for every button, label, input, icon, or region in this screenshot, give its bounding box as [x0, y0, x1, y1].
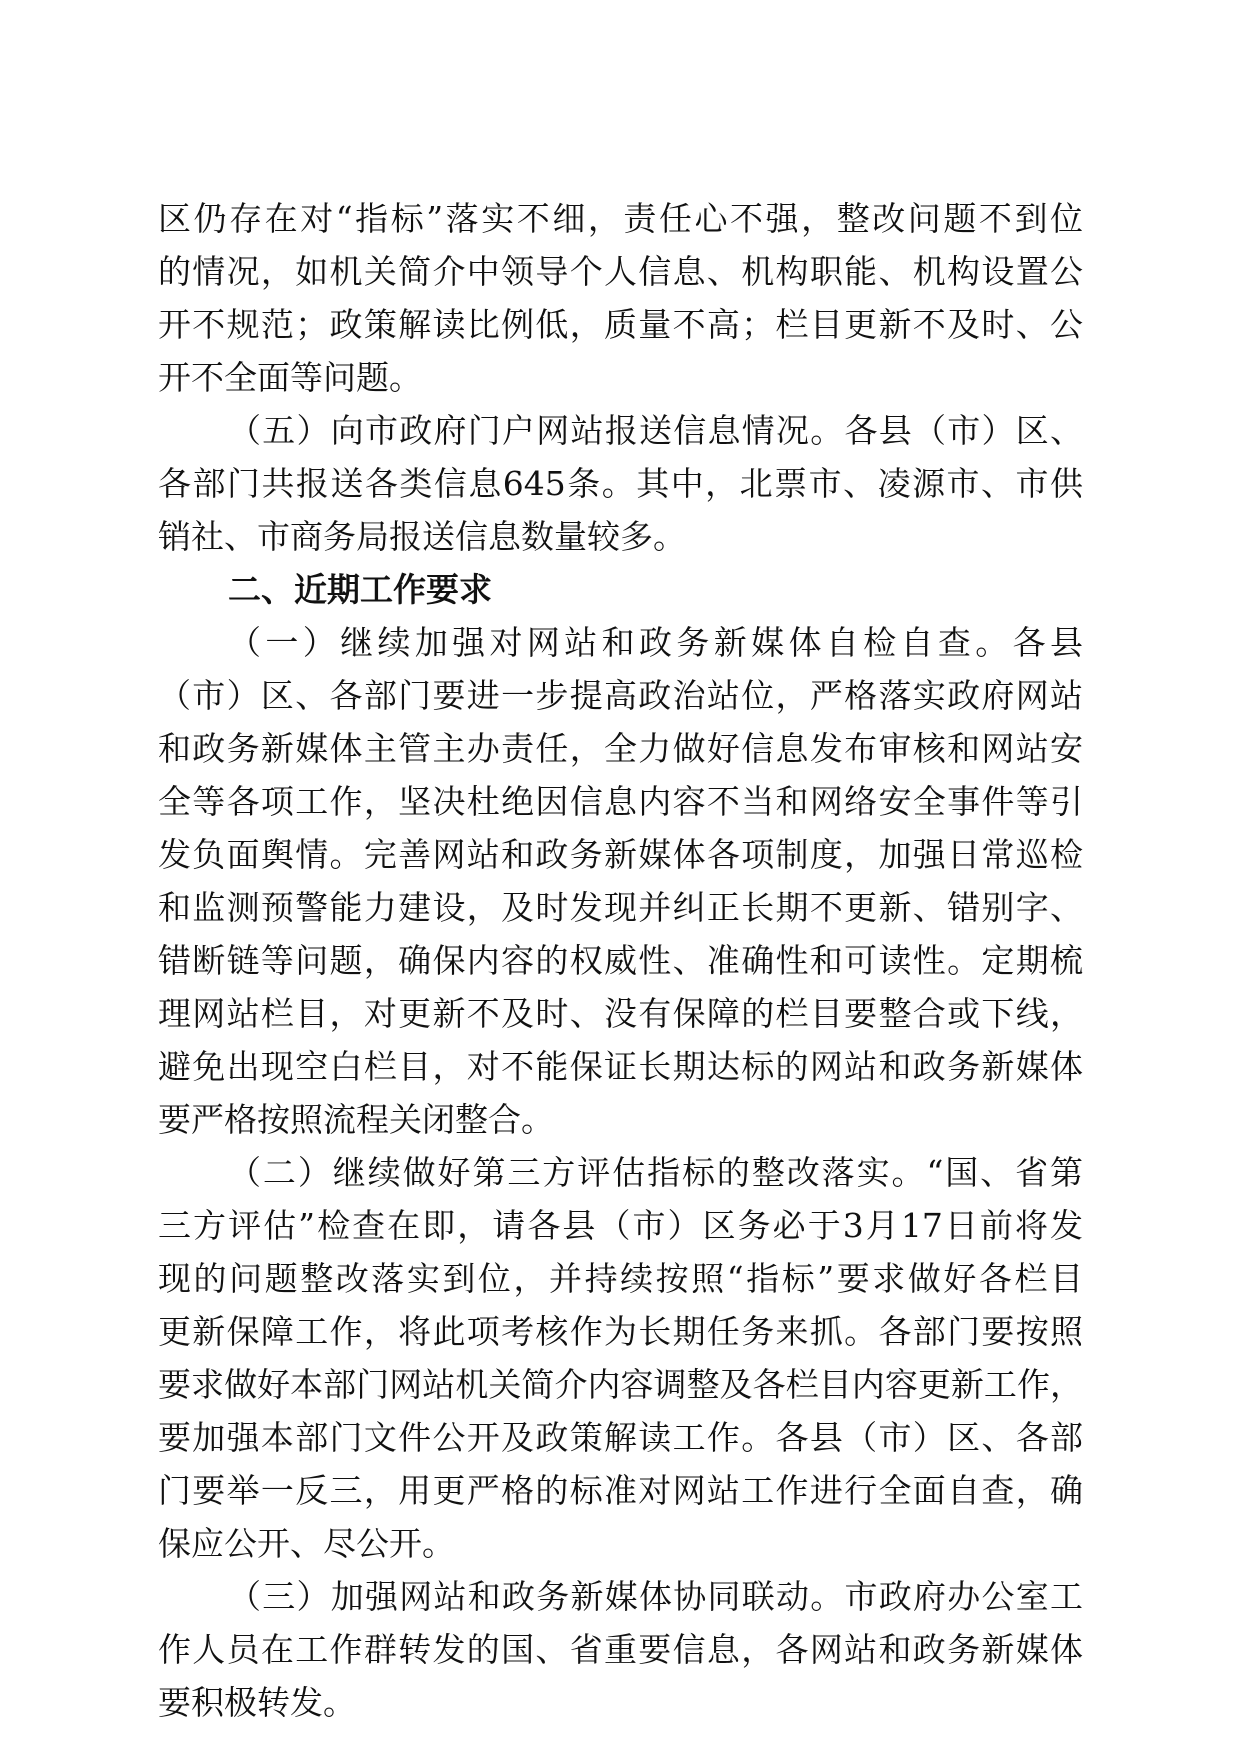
text-line: （五）向市政府门户网站报送信息情况。各县（市）区、: [228, 411, 1083, 450]
text-line: 各部门共报送各类信息645条。其中，北票市、凌源市、市供: [158, 464, 1083, 503]
text-line: 区仍存在对“指标”落实不细，责任心不强，整改问题不到位: [158, 199, 1083, 238]
text-line: 开不全面等问题。: [158, 358, 422, 397]
text-line: 更新保障工作，将此项考核作为长期任务来抓。各部门要按照: [158, 1312, 1083, 1351]
text-line: 和监测预警能力建设，及时发现并纠正长期不更新、错别字、: [158, 888, 1083, 927]
text-line: 作人员在工作群转发的国、省重要信息，各网站和政务新媒体: [158, 1630, 1083, 1669]
text-line: 开不规范；政策解读比例低，质量不高；栏目更新不及时、公: [158, 305, 1083, 344]
text-line: 要加强本部门文件公开及政策解读工作。各县（市）区、各部: [158, 1418, 1083, 1457]
text-line: 保应公开、尽公开。: [158, 1524, 455, 1563]
text-line: 错断链等问题，确保内容的权威性、准确性和可读性。定期梳: [158, 941, 1083, 980]
text-line: 要严格按照流程关闭整合。: [158, 1100, 554, 1139]
text-line: （市）区、各部门要进一步提高政治站位，严格落实政府网站: [158, 676, 1083, 715]
text-line: 销社、市商务局报送信息数量较多。: [158, 517, 686, 556]
text-line: （一）继续加强对网站和政务新媒体自检自查。各县: [228, 623, 1083, 662]
text-line: 现的问题整改落实到位，并持续按照“指标”要求做好各栏目: [158, 1259, 1083, 1298]
section-heading: 二、近期工作要求: [228, 570, 492, 609]
text-line: 要求做好本部门网站机关简介内容调整及各栏目内容更新工作，: [158, 1365, 1083, 1404]
text-line: 全等各项工作，坚决杜绝因信息内容不当和网络安全事件等引: [158, 782, 1083, 821]
text-line: 理网站栏目，对更新不及时、没有保障的栏目要整合或下线，: [158, 994, 1083, 1033]
text-line: 和政务新媒体主管主办责任，全力做好信息发布审核和网站安: [158, 729, 1083, 768]
text-line: 发负面舆情。完善网站和政务新媒体各项制度，加强日常巡检: [158, 835, 1083, 874]
text-line: （三）加强网站和政务新媒体协同联动。市政府办公室工: [228, 1577, 1083, 1616]
text-line: 避免出现空白栏目，对不能保证长期达标的网站和政务新媒体: [158, 1047, 1083, 1086]
text-line: （二）继续做好第三方评估指标的整改落实。“国、省第: [228, 1153, 1083, 1192]
text-line: 三方评估”检查在即，请各县（市）区务必于3月17日前将发: [158, 1206, 1083, 1245]
text-line: 门要举一反三，用更严格的标准对网站工作进行全面自查，确: [158, 1471, 1083, 1510]
text-line: 要积极转发。: [158, 1683, 356, 1722]
text-line: 的情况，如机关简介中领导个人信息、机构职能、机构设置公: [158, 252, 1083, 291]
